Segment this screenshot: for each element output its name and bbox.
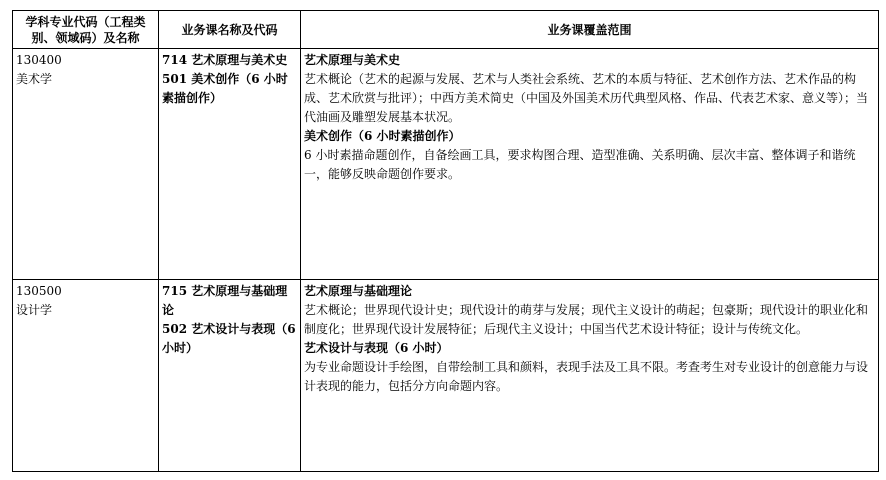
major-code: 130500	[16, 284, 62, 298]
major-cell	[13, 49, 159, 280]
header-row	[13, 11, 879, 49]
table-row	[13, 49, 879, 280]
major-name: 美术学	[16, 72, 53, 86]
header-course-scope: 业务课覆盖范围	[301, 11, 879, 49]
course-cell	[159, 49, 301, 280]
course-name: 715 艺术原理与基础理论	[162, 284, 288, 317]
header-major-code: 学科专业代码（工程类别、领域码）及名称	[13, 11, 159, 49]
course-name: 502 艺术设计与表现（6 小时）	[162, 322, 296, 355]
major-cell	[13, 280, 159, 472]
major-name: 设计学	[16, 303, 53, 317]
table-row	[13, 280, 879, 472]
scope-text: 艺术概论；世界现代设计史；现代设计的萌芽与发展；现代主义设计的萌起；包豪斯；现代设计的职业化和制度化；世界现代设计发展特征；后现代主义设计；中国当代艺术设计特征；设计与传统文化。	[304, 303, 869, 336]
scope-text: 艺术概论（艺术的起源与发展、艺术与人类社会系统、艺术的本质与特征、艺术创作方法、艺术作品的构成、艺术欣赏与批评）；中西方美术简史（中国及外国美术历代典型风格、作品、代表艺术家、意义等）；当代油画及雕塑发展基本状况。	[304, 72, 869, 124]
scope-cell	[301, 49, 879, 280]
scope-text: 为专业命题设计手绘图，自带绘制工具和颜料，表现手法及工具不限。考查考生对专业设计的创意能力与设计表现的能力，包括分方向命题内容。	[304, 360, 869, 393]
scope-title: 艺术原理与美术史	[304, 53, 401, 67]
major-code: 130400	[16, 53, 62, 67]
course-cell	[159, 280, 301, 472]
scope-title: 艺术设计与表现（6 小时）	[304, 341, 449, 355]
scope-title: 艺术原理与基础理论	[304, 284, 413, 298]
course-table	[12, 10, 879, 472]
course-name: 714 艺术原理与美术史	[162, 53, 288, 67]
scope-cell	[301, 280, 879, 472]
course-name: 501 美术创作（6 小时素描创作）	[162, 72, 288, 105]
scope-text: 6 小时素描命题创作，自备绘画工具，要求构图合理、造型准确、关系明确、层次丰富、整体调子和谐统一，能够反映命题创作要求。	[304, 148, 856, 181]
scope-title: 美术创作（6 小时素描创作）	[304, 129, 461, 143]
header-course-name: 业务课名称及代码	[159, 11, 301, 49]
